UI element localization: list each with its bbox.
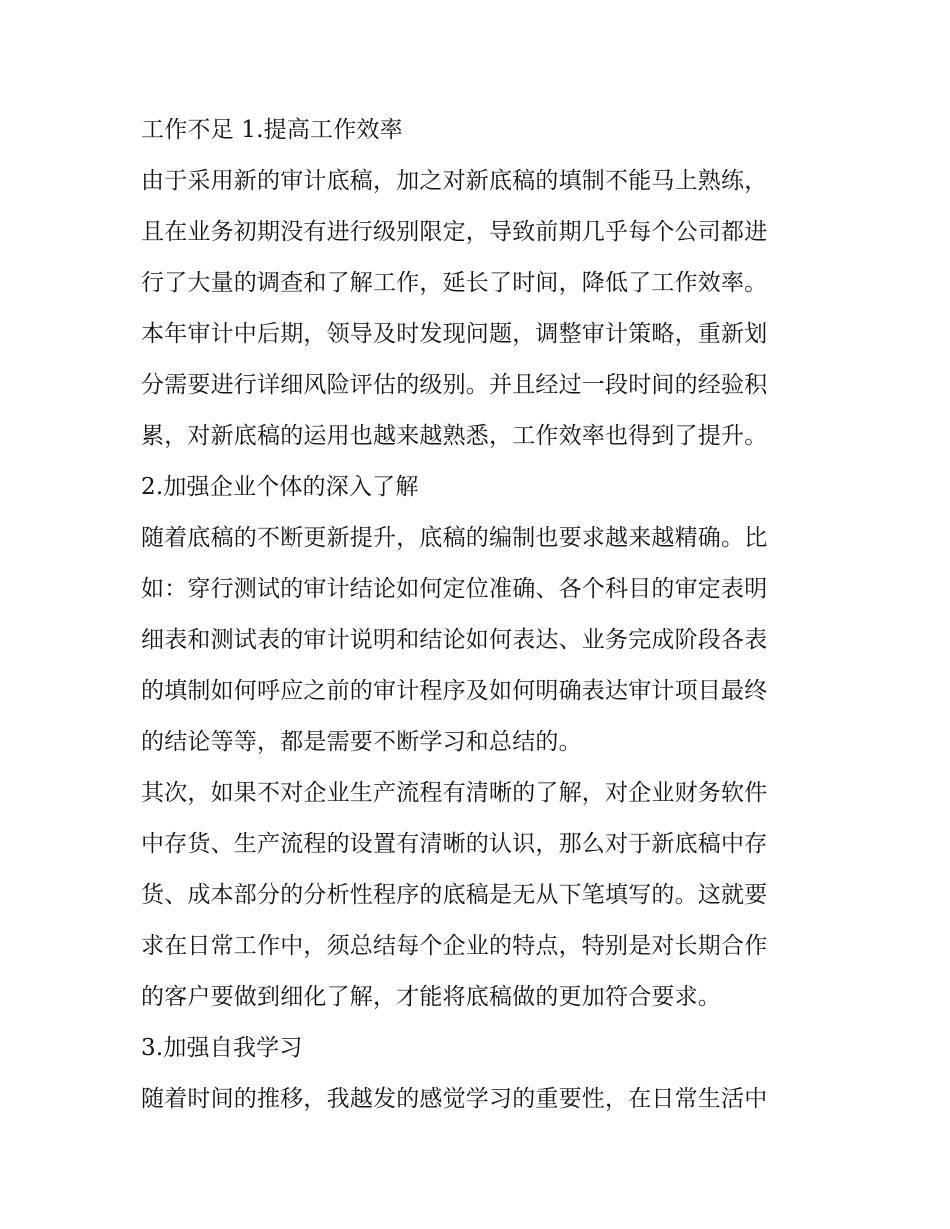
section-heading-self-learning: 3.加强自我学习 (141, 1035, 303, 1061)
paragraph-line: 如：穿行测试的审计结论如何定位准确、各个科目的审定表明 (141, 576, 768, 602)
paragraph-line: 求在日常工作中，须总结每个企业的特点，特别是对长期合作 (141, 933, 768, 959)
paragraph-line: 由于采用新的审计底稿，加之对新底稿的填制不能马上熟练， (141, 168, 768, 194)
paragraph-line: 细表和测试表的审计说明和结论如何表达、业务完成阶段各表 (141, 627, 768, 653)
paragraph-line: 的填制如何呼应之前的审计程序及如何明确表达审计项目最终 (141, 678, 768, 704)
paragraph-line: 货、成本部分的分析性程序的底稿是无从下笔填写的。这就要 (141, 882, 768, 908)
paragraph-line: 随着时间的推移，我越发的感觉学习的重要性，在日常生活中 (141, 1086, 768, 1112)
paragraph-line: 累，对新底稿的运用也越来越熟悉，工作效率也得到了提升。 (141, 423, 768, 449)
paragraph-line: 本年审计中后期，领导及时发现问题，调整审计策略，重新划 (141, 321, 768, 347)
section-heading-enterprise-understanding: 2.加强企业个体的深入了解 (141, 474, 419, 500)
paragraph-line: 的客户要做到细化了解，才能将底稿做的更加符合要求。 (141, 984, 721, 1010)
section-heading-work-efficiency: 工作不足 1.提高工作效率 (141, 117, 403, 143)
paragraph-line: 随着底稿的不断更新提升，底稿的编制也要求越来越精确。比 (141, 525, 768, 551)
paragraph-line: 行了大量的调查和了解工作，延长了时间，降低了工作效率。 (141, 270, 768, 296)
paragraph-line: 且在业务初期没有进行级别限定，导致前期几乎每个公司都进 (141, 219, 768, 245)
paragraph-line: 中存货、生产流程的设置有清晰的认识，那么对于新底稿中存 (141, 831, 768, 857)
paragraph-line: 其次，如果不对企业生产流程有清晰的了解，对企业财务软件 (141, 780, 768, 806)
paragraph-line: 的结论等等，都是需要不断学习和总结的。 (141, 729, 582, 755)
paragraph-line: 分需要进行详细风险评估的级别。并且经过一段时间的经验积 (141, 372, 768, 398)
